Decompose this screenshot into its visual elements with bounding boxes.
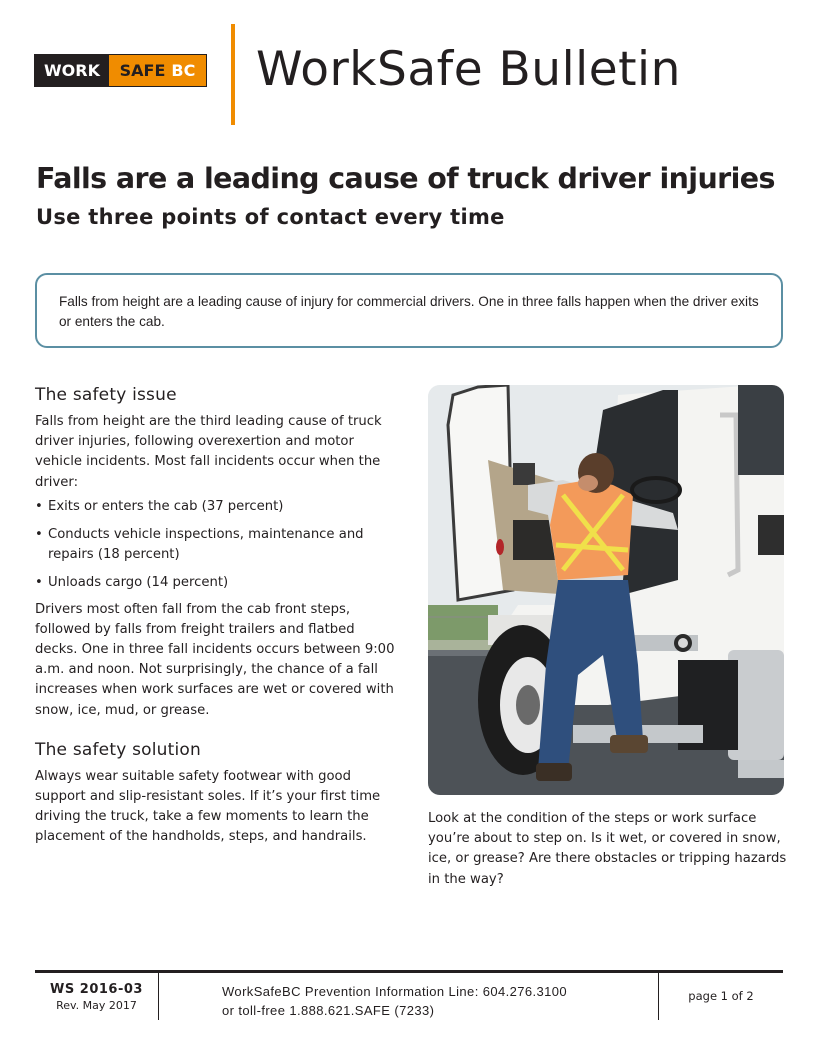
document-number: WS 2016-03 (50, 982, 143, 997)
truck-photo-illustration (428, 385, 784, 795)
list-item: • Conducts vehicle inspections, maintenance and repairs (18 percent) (35, 525, 395, 565)
page-number: page 1 of 2 (688, 989, 754, 1003)
revision-date: Rev. May 2017 (56, 999, 137, 1012)
page-title: Falls are a leading cause of truck driver injuries (36, 162, 775, 195)
logo-work: WORK (35, 55, 109, 86)
page-subtitle: Use three points of contact every time (36, 205, 505, 229)
fall-causes-list (35, 497, 395, 594)
worksafebc-logo (34, 54, 207, 87)
contact-info (222, 982, 567, 1020)
footer-divider (158, 972, 159, 1020)
logo-safe: SAFE (119, 61, 166, 80)
bulletin-title: WorkSafe Bulletin (256, 42, 681, 97)
document-id (35, 982, 158, 1014)
logo-bc: BC (171, 61, 196, 80)
logo-safe-bc (109, 55, 206, 86)
left-column (35, 380, 395, 848)
safety-issue-heading: The safety issue (35, 385, 177, 405)
contact-line-1: WorkSafeBC Prevention Information Line: 604.276.3100 (222, 984, 568, 999)
safety-issue-details: Drivers most often fall from the cab front steps, followed by falls from freight trailers and flatbed decks. One in three fall incidents occurs between 9:00 a.m. and noon. Not surprisingly, the chance of a fall increases when work surfaces are wet or covered with snow, ice, mud, or grease. (35, 601, 395, 718)
summary-callout (35, 273, 783, 348)
photo-caption: Look at the condition of the steps or work surface you’re about to step on. Is it wet, or covered in snow, ice, or grease? Are there obstacles or tripping hazards in the way? (428, 811, 787, 887)
callout-text: Falls from height are a leading cause of injury for commercial drivers. One in three falls happen when the driver exits or enters the cab. (59, 294, 759, 329)
contact-line-2: or toll-free 1.888.621.SAFE (7233) (222, 1003, 435, 1018)
header-divider (231, 24, 235, 125)
footer-rule (35, 970, 783, 973)
truck-driver-photo (428, 385, 784, 795)
safety-issue-intro: Falls from height are the third leading cause of truck driver injuries, following overexertion and motor vehicle incidents. Most fall incidents occur when the driver: (35, 414, 382, 490)
list-item: • Unloads cargo (14 percent) (35, 573, 395, 593)
safety-solution-text: Always wear suitable safety footwear with good support and slip-resistant soles. If it’s your first time driving the truck, take a few moments to learn the placement of the handholds, steps, and handrails. (35, 768, 381, 845)
safety-solution-heading: The safety solution (35, 739, 201, 760)
list-item: • Exits or enters the cab (37 percent) (35, 497, 395, 517)
